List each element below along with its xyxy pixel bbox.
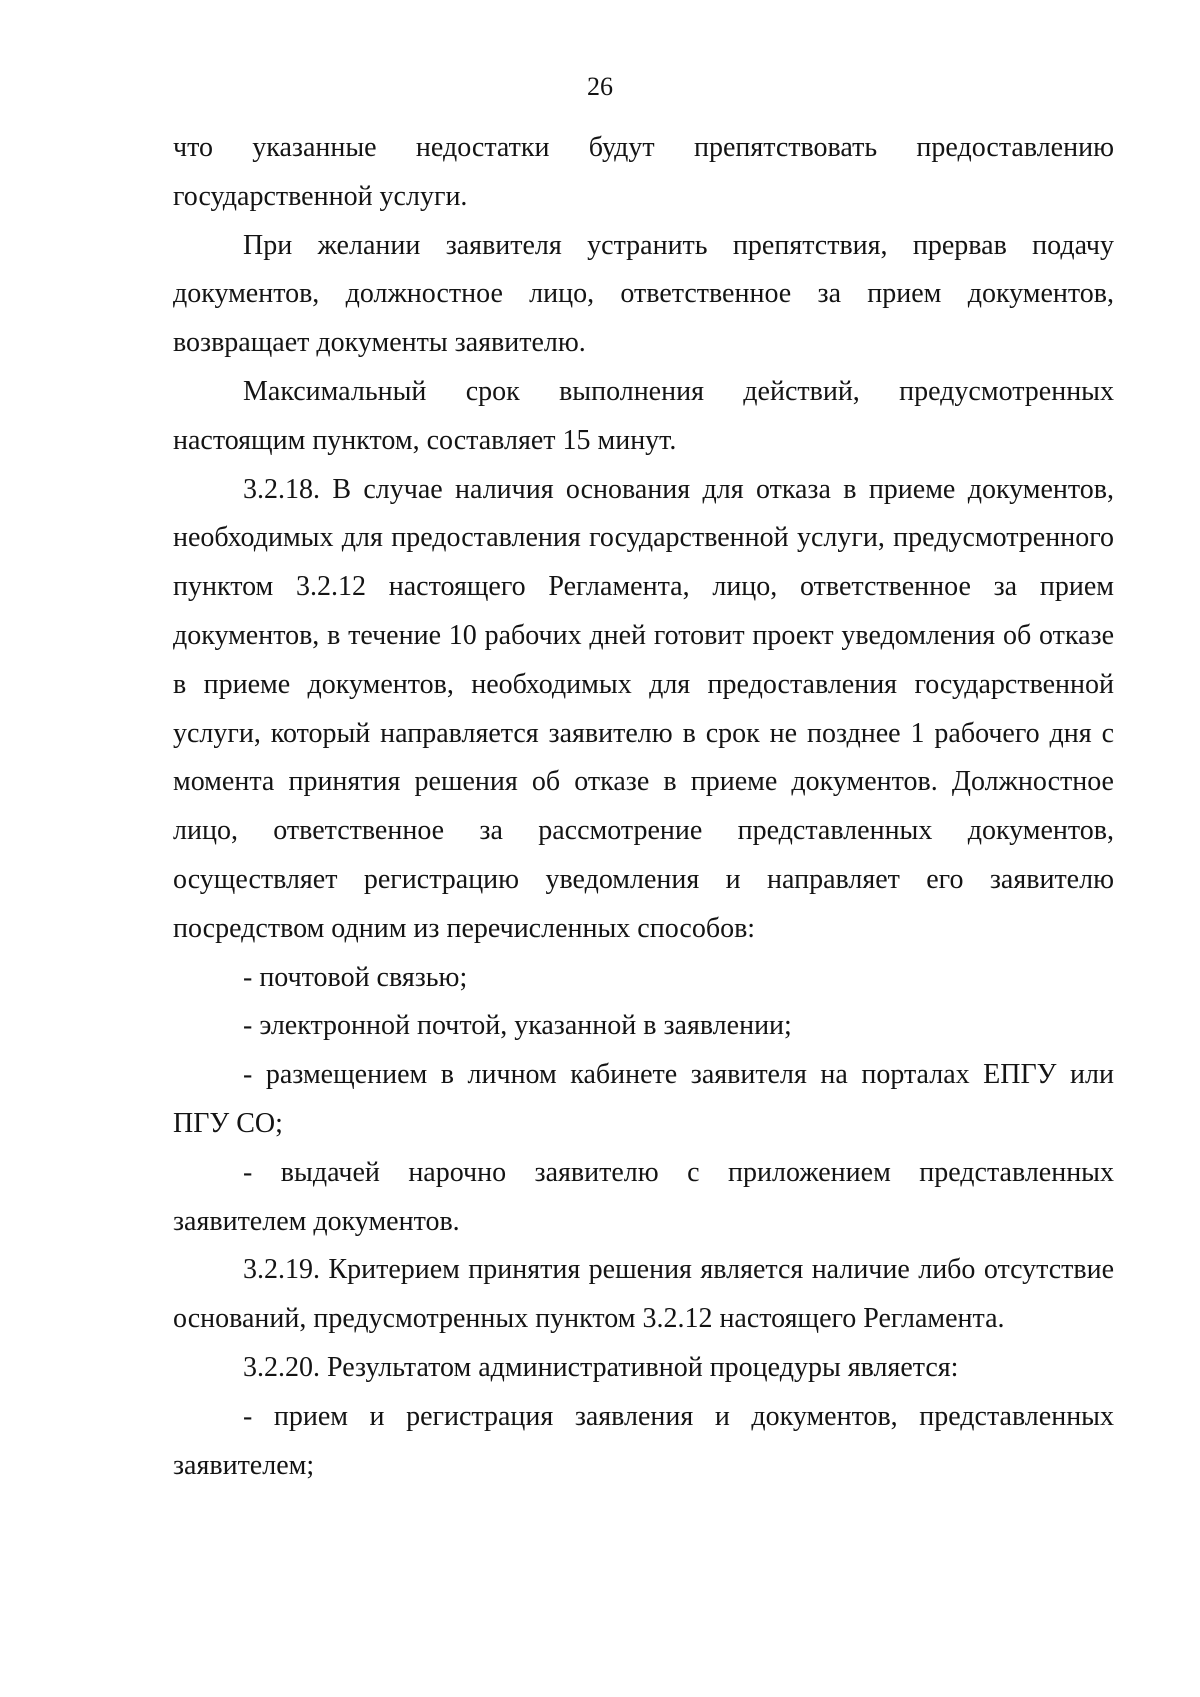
list-item-personal-account: - размещением в личном кабинете заявителя на порталах ЕПГУ или ПГУ СО; [173,1059,1114,1139]
paragraph-3-2-19: 3.2.19. Критерием принятия решения является наличие либо отсутствие оснований, предусмотренных пунктом 3.2.12 настоящего Регламента. [173,1254,1114,1335]
document-body [173,124,1114,1490]
paragraph-3-2-20: 3.2.20. Результатом административной процедуры является: [243,1351,959,1383]
list-item-email: - электронной почтой, указанной в заявлении; [243,1010,792,1042]
list-item-registration: - прием и регистрация заявления и документов, представленных заявителем; [173,1400,1114,1481]
page-number: 26 [587,72,613,101]
paragraph-max-duration: Максимальный срок выполнения действий, предусмотренных настоящим пунктом, составляет 15 минут. [173,375,1114,456]
paragraph-3-2-18: 3.2.18. В случае наличия основания для отказа в приеме документов, необходимых для предоставления государственной услуги, предусмотренного пунктом 3.2.12 настоящего Регламента, лицо, ответственное за прием документов, в течение 10 рабочих дней готовит проект уведомления об отказе в приеме документов, необходимых для предоставления государственной услуги, который направляется заявителю в срок не позднее 1 рабочего дня с момента принятия решения об отказе в приеме документов. Должностное лицо, ответственное за рассмотрение представленных документов, осуществляет регистрацию уведомления и направляет его заявителю посредством одним из перечисленных способов: [173,473,1114,944]
list-item-handover: - выдачей нарочно заявителю с приложением представленных заявителем документов. [173,1156,1114,1237]
paragraph-remove-obstacles: При желании заявителя устранить препятствия, прервав подачу документов, должностное лицо, ответственное за прием документов, возвращает документы заявителю. [173,229,1114,359]
list-item-postal: - почтовой связью; [243,961,468,993]
paragraph-continuation: что указанные недостатки будут препятствовать предоставлению государственной услуги. [173,132,1114,212]
